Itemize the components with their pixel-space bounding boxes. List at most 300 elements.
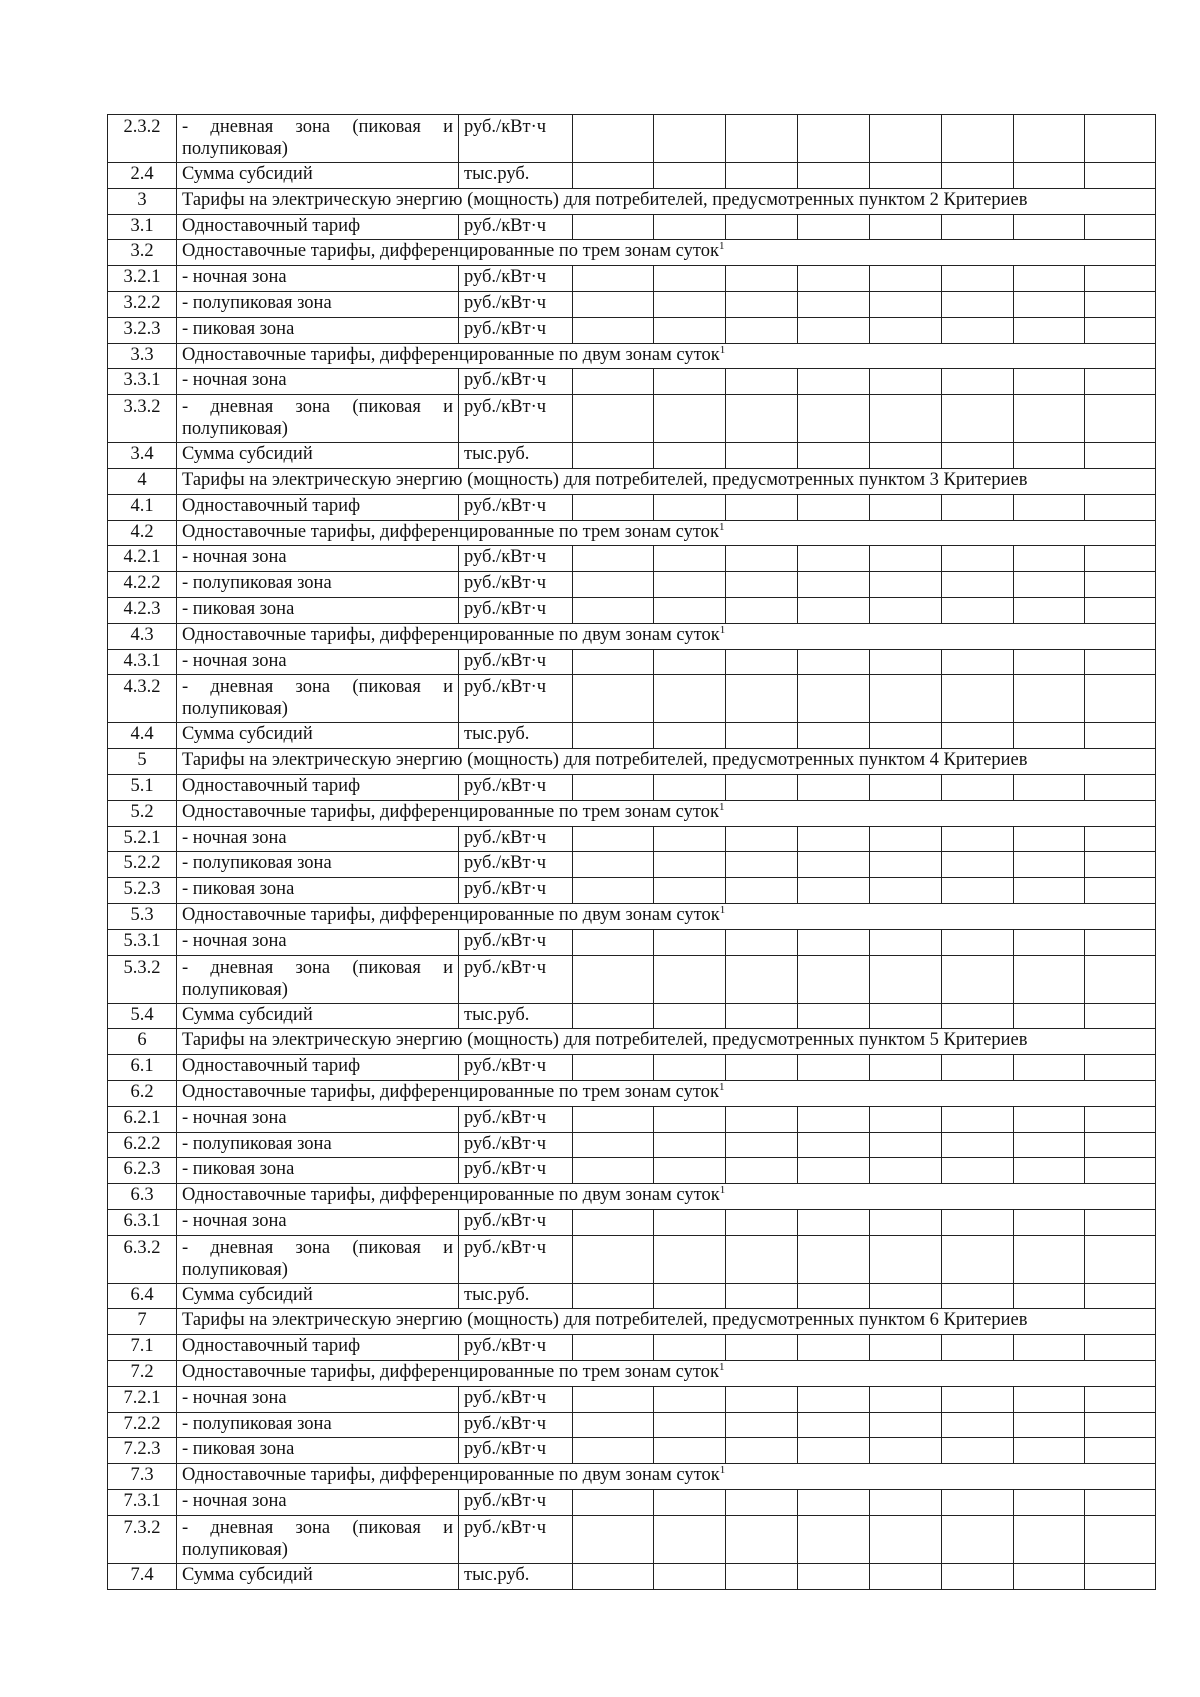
value-cell xyxy=(942,597,1014,623)
value-cell xyxy=(1014,395,1085,443)
row-number: 3 xyxy=(108,188,177,214)
table-row xyxy=(108,115,1156,163)
section-title-text: Тарифы на электрическую энергию (мощность) для потребителей, предусмотренных пунктом 5 Критериев xyxy=(182,1030,1028,1051)
section-title xyxy=(177,1029,1156,1055)
value-cell xyxy=(1014,443,1085,469)
value-cell xyxy=(1085,649,1156,675)
row-number: 6 xyxy=(108,1029,177,1055)
unit-cell: руб./кВт·ч xyxy=(459,572,573,598)
value-cell xyxy=(870,395,942,443)
row-number: 2.3.2 xyxy=(108,115,177,163)
table-row xyxy=(108,1490,1156,1516)
unit-cell: тыс.руб. xyxy=(459,443,573,469)
section-title-text: Одноставочные тарифы, дифференцированные по двум зонам суток xyxy=(182,1465,720,1486)
value-cell xyxy=(726,723,798,749)
row-number: 7.1 xyxy=(108,1335,177,1361)
section-row xyxy=(108,1184,1156,1210)
value-cell xyxy=(726,1003,798,1029)
value-cell xyxy=(870,1412,942,1438)
value-cell xyxy=(870,291,942,317)
value-cell xyxy=(942,955,1014,1003)
value-cell xyxy=(1085,1335,1156,1361)
row-number: 3.2 xyxy=(108,240,177,266)
value-cell xyxy=(798,546,870,572)
value-cell xyxy=(798,649,870,675)
indicator-name: - ночная зона xyxy=(177,1386,459,1412)
indicator-name: - полупиковая зона xyxy=(177,1412,459,1438)
value-cell xyxy=(798,1386,870,1412)
row-number: 3.3 xyxy=(108,343,177,369)
value-cell xyxy=(1085,494,1156,520)
tariff-table xyxy=(107,114,1156,1590)
value-cell xyxy=(654,1283,726,1309)
value-cell xyxy=(654,494,726,520)
value-cell xyxy=(798,1209,870,1235)
value-cell xyxy=(726,649,798,675)
value-cell xyxy=(942,1412,1014,1438)
value-cell xyxy=(573,214,654,240)
value-cell xyxy=(654,852,726,878)
row-number: 4.2.3 xyxy=(108,597,177,623)
table-row xyxy=(108,1563,1156,1589)
table-row xyxy=(108,1515,1156,1563)
value-cell xyxy=(654,723,726,749)
value-cell xyxy=(870,1386,942,1412)
unit-cell: тыс.руб. xyxy=(459,1003,573,1029)
indicator-name: - ночная зона xyxy=(177,266,459,292)
value-cell xyxy=(798,266,870,292)
indicator-name: - ночная зона xyxy=(177,649,459,675)
footnote-marker: 1 xyxy=(719,903,726,916)
section-row xyxy=(108,343,1156,369)
value-cell xyxy=(726,1209,798,1235)
value-cell xyxy=(654,1235,726,1283)
table-row xyxy=(108,494,1156,520)
value-cell xyxy=(1014,852,1085,878)
indicator-name: Сумма субсидий xyxy=(177,443,459,469)
value-cell xyxy=(798,852,870,878)
value-cell xyxy=(1014,1132,1085,1158)
value-cell xyxy=(573,1515,654,1563)
unit-cell: руб./кВт·ч xyxy=(459,317,573,343)
unit-cell: руб./кВт·ч xyxy=(459,266,573,292)
value-cell xyxy=(1014,1003,1085,1029)
row-number: 6.3 xyxy=(108,1184,177,1210)
unit-cell: руб./кВт·ч xyxy=(459,1515,573,1563)
value-cell xyxy=(942,1003,1014,1029)
value-cell xyxy=(573,369,654,395)
value-cell xyxy=(1014,1335,1085,1361)
value-cell xyxy=(726,1158,798,1184)
value-cell xyxy=(573,1235,654,1283)
table-row xyxy=(108,572,1156,598)
value-cell xyxy=(726,1412,798,1438)
value-cell xyxy=(870,266,942,292)
value-cell xyxy=(654,649,726,675)
value-cell xyxy=(1014,1515,1085,1563)
indicator-name: Одноставочный тариф xyxy=(177,1055,459,1081)
table-row xyxy=(108,1386,1156,1412)
table-row xyxy=(108,878,1156,904)
value-cell xyxy=(1014,1438,1085,1464)
value-cell xyxy=(942,1335,1014,1361)
row-number: 5.1 xyxy=(108,774,177,800)
value-cell xyxy=(942,494,1014,520)
value-cell xyxy=(726,163,798,189)
row-number: 6.3.1 xyxy=(108,1209,177,1235)
value-cell xyxy=(573,675,654,723)
value-cell xyxy=(798,1132,870,1158)
unit-cell: руб./кВт·ч xyxy=(459,1490,573,1516)
value-cell xyxy=(870,443,942,469)
value-cell xyxy=(942,443,1014,469)
value-cell xyxy=(870,1106,942,1132)
value-cell xyxy=(798,878,870,904)
unit-cell: руб./кВт·ч xyxy=(459,369,573,395)
row-number: 3.3.2 xyxy=(108,395,177,443)
value-cell xyxy=(942,572,1014,598)
value-cell xyxy=(870,369,942,395)
value-cell xyxy=(798,115,870,163)
unit-cell: руб./кВт·ч xyxy=(459,675,573,723)
value-cell xyxy=(1085,1283,1156,1309)
indicator-name: Сумма субсидий xyxy=(177,163,459,189)
value-cell xyxy=(870,1283,942,1309)
table-row xyxy=(108,443,1156,469)
row-number: 4.2.1 xyxy=(108,546,177,572)
value-cell xyxy=(654,675,726,723)
section-row xyxy=(108,520,1156,546)
value-cell xyxy=(942,1386,1014,1412)
table-row xyxy=(108,675,1156,723)
indicator-name: Одноставочный тариф xyxy=(177,214,459,240)
value-cell xyxy=(870,852,942,878)
unit-cell: руб./кВт·ч xyxy=(459,1158,573,1184)
row-number: 4 xyxy=(108,468,177,494)
value-cell xyxy=(870,774,942,800)
unit-cell: руб./кВт·ч xyxy=(459,597,573,623)
row-number: 4.1 xyxy=(108,494,177,520)
section-title xyxy=(177,1184,1156,1210)
section-title xyxy=(177,1309,1156,1335)
footnote-marker: 1 xyxy=(718,1361,725,1374)
value-cell xyxy=(654,572,726,598)
value-cell xyxy=(870,723,942,749)
row-number: 7.2.3 xyxy=(108,1438,177,1464)
value-cell xyxy=(726,317,798,343)
section-title-text: Одноставочные тарифы, дифференцированные по трем зонам суток xyxy=(182,1362,719,1383)
value-cell xyxy=(942,852,1014,878)
value-cell xyxy=(654,1515,726,1563)
indicator-name: - полупиковая зона xyxy=(177,291,459,317)
value-cell xyxy=(870,1158,942,1184)
value-cell xyxy=(1085,1106,1156,1132)
value-cell xyxy=(798,1106,870,1132)
value-cell xyxy=(1014,1158,1085,1184)
value-cell xyxy=(1014,1235,1085,1283)
value-cell xyxy=(870,929,942,955)
indicator-name: - пиковая зона xyxy=(177,597,459,623)
value-cell xyxy=(942,1515,1014,1563)
value-cell xyxy=(1085,266,1156,292)
unit-cell: руб./кВт·ч xyxy=(459,929,573,955)
value-cell xyxy=(1085,878,1156,904)
value-cell xyxy=(870,878,942,904)
indicator-name: Сумма субсидий xyxy=(177,1283,459,1309)
section-row xyxy=(108,800,1156,826)
section-title-text: Одноставочные тарифы, дифференцированные по двум зонам суток xyxy=(182,624,720,645)
value-cell xyxy=(726,597,798,623)
row-number: 6.3.2 xyxy=(108,1235,177,1283)
indicator-name: - ночная зона xyxy=(177,1106,459,1132)
value-cell xyxy=(1014,826,1085,852)
unit-cell: руб./кВт·ч xyxy=(459,1235,573,1283)
row-number: 6.4 xyxy=(108,1283,177,1309)
value-cell xyxy=(798,214,870,240)
value-cell xyxy=(726,929,798,955)
value-cell xyxy=(573,878,654,904)
value-cell xyxy=(1014,1283,1085,1309)
value-cell xyxy=(1085,395,1156,443)
value-cell xyxy=(1085,572,1156,598)
value-cell xyxy=(726,1235,798,1283)
value-cell xyxy=(1014,1563,1085,1589)
value-cell xyxy=(726,1132,798,1158)
value-cell xyxy=(654,163,726,189)
value-cell xyxy=(798,1335,870,1361)
footnote-marker: 1 xyxy=(719,343,726,356)
value-cell xyxy=(870,1235,942,1283)
row-number: 5.4 xyxy=(108,1003,177,1029)
value-cell xyxy=(798,675,870,723)
unit-cell: руб./кВт·ч xyxy=(459,546,573,572)
unit-cell: руб./кВт·ч xyxy=(459,852,573,878)
value-cell xyxy=(573,1335,654,1361)
value-cell xyxy=(1014,494,1085,520)
value-cell xyxy=(726,1490,798,1516)
section-title xyxy=(177,1080,1156,1106)
value-cell xyxy=(573,115,654,163)
value-cell xyxy=(726,878,798,904)
value-cell xyxy=(1085,1158,1156,1184)
value-cell xyxy=(726,395,798,443)
indicator-name: Сумма субсидий xyxy=(177,1003,459,1029)
value-cell xyxy=(1085,115,1156,163)
value-cell xyxy=(726,494,798,520)
indicator-name: - пиковая зона xyxy=(177,317,459,343)
section-title-text: Одноставочные тарифы, дифференцированные по трем зонам суток xyxy=(182,1081,719,1102)
indicator-name: - ночная зона xyxy=(177,929,459,955)
value-cell xyxy=(654,955,726,1003)
value-cell xyxy=(942,214,1014,240)
value-cell xyxy=(1085,1490,1156,1516)
value-cell xyxy=(1085,1132,1156,1158)
section-title xyxy=(177,903,1156,929)
value-cell xyxy=(726,115,798,163)
table-row xyxy=(108,395,1156,443)
value-cell xyxy=(798,1235,870,1283)
value-cell xyxy=(798,826,870,852)
value-cell xyxy=(870,572,942,598)
table-row xyxy=(108,1235,1156,1283)
unit-cell: руб./кВт·ч xyxy=(459,291,573,317)
value-cell xyxy=(942,675,1014,723)
value-cell xyxy=(1014,317,1085,343)
section-row xyxy=(108,749,1156,775)
value-cell xyxy=(1014,675,1085,723)
value-cell xyxy=(870,649,942,675)
value-cell xyxy=(870,1490,942,1516)
table-row xyxy=(108,597,1156,623)
row-number: 4.2.2 xyxy=(108,572,177,598)
value-cell xyxy=(573,597,654,623)
row-number: 3.1 xyxy=(108,214,177,240)
value-cell xyxy=(870,1335,942,1361)
value-cell xyxy=(1014,1412,1085,1438)
value-cell xyxy=(1014,774,1085,800)
value-cell xyxy=(1085,1055,1156,1081)
value-cell xyxy=(870,955,942,1003)
indicator-name: - ночная зона xyxy=(177,369,459,395)
value-cell xyxy=(1085,723,1156,749)
value-cell xyxy=(1014,214,1085,240)
value-cell xyxy=(942,395,1014,443)
table-row xyxy=(108,1412,1156,1438)
unit-cell: руб./кВт·ч xyxy=(459,649,573,675)
value-cell xyxy=(1085,1412,1156,1438)
section-title xyxy=(177,468,1156,494)
table-body xyxy=(108,115,1156,1590)
row-number: 5.2.2 xyxy=(108,852,177,878)
footnote-marker: 1 xyxy=(719,623,726,636)
value-cell xyxy=(654,291,726,317)
value-cell xyxy=(573,955,654,1003)
indicator-name: Сумма субсидий xyxy=(177,723,459,749)
value-cell xyxy=(1014,572,1085,598)
value-cell xyxy=(573,723,654,749)
value-cell xyxy=(573,291,654,317)
value-cell xyxy=(798,1158,870,1184)
indicator-name: Одноставочный тариф xyxy=(177,774,459,800)
value-cell xyxy=(1085,1235,1156,1283)
section-title-text: Одноставочные тарифы, дифференцированные по трем зонам суток xyxy=(182,521,719,542)
value-cell xyxy=(1014,955,1085,1003)
section-title-text: Одноставочные тарифы, дифференцированные по трем зонам суток xyxy=(182,801,719,822)
section-title xyxy=(177,240,1156,266)
section-row xyxy=(108,1309,1156,1335)
value-cell xyxy=(870,826,942,852)
value-cell xyxy=(573,266,654,292)
value-cell xyxy=(870,214,942,240)
section-row xyxy=(108,468,1156,494)
footnote-marker: 1 xyxy=(719,1184,726,1197)
footnote-marker: 1 xyxy=(719,1464,726,1477)
section-row xyxy=(108,188,1156,214)
value-cell xyxy=(798,494,870,520)
value-cell xyxy=(870,1515,942,1563)
value-cell xyxy=(726,826,798,852)
indicator-name: - пиковая зона xyxy=(177,1438,459,1464)
value-cell xyxy=(1085,1515,1156,1563)
row-number: 5.2.3 xyxy=(108,878,177,904)
section-title-text: Одноставочные тарифы, дифференцированные по двум зонам суток xyxy=(182,1185,720,1206)
value-cell xyxy=(726,546,798,572)
table-row xyxy=(108,1003,1156,1029)
value-cell xyxy=(942,1055,1014,1081)
value-cell xyxy=(798,955,870,1003)
table-row xyxy=(108,291,1156,317)
value-cell xyxy=(942,1490,1014,1516)
value-cell xyxy=(1014,1106,1085,1132)
unit-cell: руб./кВт·ч xyxy=(459,826,573,852)
value-cell xyxy=(1014,597,1085,623)
table-row xyxy=(108,1106,1156,1132)
value-cell xyxy=(870,1563,942,1589)
indicator-name: - дневная зона (пиковая и полупиковая) xyxy=(177,1515,459,1563)
value-cell xyxy=(573,1055,654,1081)
value-cell xyxy=(654,878,726,904)
value-cell xyxy=(798,1515,870,1563)
row-number: 5.2 xyxy=(108,800,177,826)
value-cell xyxy=(726,572,798,598)
indicator-name: - ночная зона xyxy=(177,1490,459,1516)
footnote-marker: 1 xyxy=(718,800,725,813)
row-number: 5.3.2 xyxy=(108,955,177,1003)
value-cell xyxy=(798,1412,870,1438)
value-cell xyxy=(870,317,942,343)
table-row xyxy=(108,826,1156,852)
value-cell xyxy=(1085,369,1156,395)
unit-cell: тыс.руб. xyxy=(459,1283,573,1309)
value-cell xyxy=(573,1283,654,1309)
unit-cell: тыс.руб. xyxy=(459,1563,573,1589)
value-cell xyxy=(1085,546,1156,572)
value-cell xyxy=(870,1003,942,1029)
row-number: 6.2.2 xyxy=(108,1132,177,1158)
value-cell xyxy=(654,1209,726,1235)
row-number: 5.3 xyxy=(108,903,177,929)
value-cell xyxy=(1085,1386,1156,1412)
section-row xyxy=(108,903,1156,929)
row-number: 5.2.1 xyxy=(108,826,177,852)
value-cell xyxy=(798,163,870,189)
value-cell xyxy=(1014,878,1085,904)
footnote-marker: 1 xyxy=(718,1080,725,1093)
section-row xyxy=(108,1080,1156,1106)
indicator-name: - полупиковая зона xyxy=(177,1132,459,1158)
value-cell xyxy=(870,1055,942,1081)
indicator-name: Одноставочный тариф xyxy=(177,494,459,520)
table-row xyxy=(108,1335,1156,1361)
value-cell xyxy=(654,317,726,343)
value-cell xyxy=(654,1158,726,1184)
row-number: 3.2.1 xyxy=(108,266,177,292)
value-cell xyxy=(1014,723,1085,749)
value-cell xyxy=(942,317,1014,343)
value-cell xyxy=(1014,266,1085,292)
value-cell xyxy=(654,1106,726,1132)
indicator-name: Сумма субсидий xyxy=(177,1563,459,1589)
row-number: 4.2 xyxy=(108,520,177,546)
row-number: 7.3.2 xyxy=(108,1515,177,1563)
section-title xyxy=(177,623,1156,649)
footnote-marker: 1 xyxy=(718,520,725,533)
unit-cell: руб./кВт·ч xyxy=(459,1386,573,1412)
unit-cell: руб./кВт·ч xyxy=(459,214,573,240)
unit-cell: руб./кВт·ч xyxy=(459,1132,573,1158)
value-cell xyxy=(942,649,1014,675)
value-cell xyxy=(1014,929,1085,955)
